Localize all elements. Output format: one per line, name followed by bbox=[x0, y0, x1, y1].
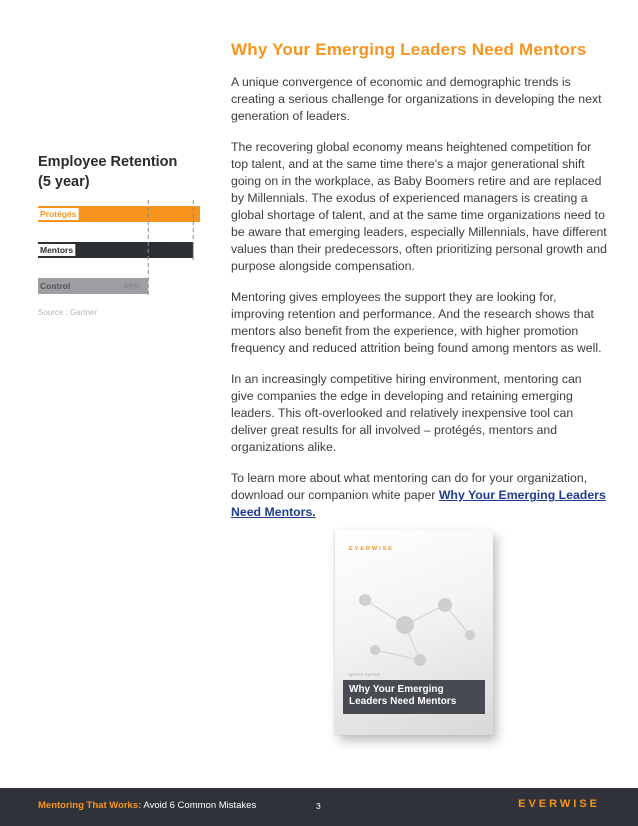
value-label-control: 49% bbox=[123, 281, 141, 291]
cover-tag: WHITE PAPER bbox=[349, 673, 381, 677]
employee-retention-chart bbox=[38, 152, 218, 322]
cover-brand: EVERWISE bbox=[349, 546, 394, 552]
article-paragraph-2: The recovering global economy means heightened competition for top talent, and at the same time there's a major generational shift going on in the workplace, as Baby Boomers retire and are replaced by Millennials. The exodus of experienced managers is creating a global shortage of talent, and at the same time organizations need to be aware that emerging leaders, especially Millennials, have different values than their predecessors, often prioritizing personal growth and purpose alongside compensation. bbox=[231, 140, 607, 273]
article-paragraph-3: Mentoring gives employees the support they are looking for, improving retention and performance. And the research shows that mentors also benefit from the experience, with higher promotion frequency and reduced attrition being found among mentors as well. bbox=[231, 290, 602, 355]
cover-title: Why Your Emerging Leaders Need Mentors bbox=[349, 684, 457, 707]
footer-series-rest: Avoid 6 Common Mistakes bbox=[143, 800, 257, 811]
footer-brand-logo: EVERWISE bbox=[518, 798, 600, 810]
article-cta bbox=[231, 470, 607, 521]
category-label-proteges: Protégés bbox=[40, 209, 77, 219]
article-paragraph-4: In an increasingly competitive hiring environment, mentoring can give companies the edge in developing and retaining emerging leaders. This oft-overlooked and relatively inexpensive tool can deliver great results for all involved – protégés, mentors and organizations alike. bbox=[231, 372, 582, 454]
category-label-mentors: Mentors bbox=[40, 245, 74, 255]
value-label-mentors: 69% bbox=[172, 245, 190, 255]
category-label-control: Control bbox=[40, 281, 71, 291]
page-footer bbox=[0, 788, 638, 826]
white-paper-cover[interactable] bbox=[335, 530, 493, 735]
article-title: Why Your Emerging Leaders Need Mentors bbox=[231, 40, 587, 59]
white-paper-link[interactable]: Why Your Emerging Leaders Need Mentors. bbox=[231, 488, 606, 519]
article-paragraph-1: A unique convergence of economic and demographic trends is creating a serious challenge for organizations in developing the next generation of leaders. bbox=[231, 75, 602, 123]
page-number: 3 bbox=[316, 801, 321, 811]
article bbox=[231, 40, 607, 535]
footer-series-bold: Mentoring That Works: bbox=[38, 800, 142, 811]
footer-series bbox=[38, 800, 256, 811]
chart-title-line1: Employee Retention bbox=[38, 154, 178, 170]
chart-title-line2: (5 year) bbox=[38, 174, 90, 190]
cta-text: To learn more about what mentoring can do for your organization, download our companion white paper bbox=[231, 471, 588, 502]
value-label-proteges: 72% bbox=[178, 209, 196, 219]
chart-plot bbox=[38, 152, 218, 302]
chart-source: Source : Gartner bbox=[38, 308, 98, 317]
